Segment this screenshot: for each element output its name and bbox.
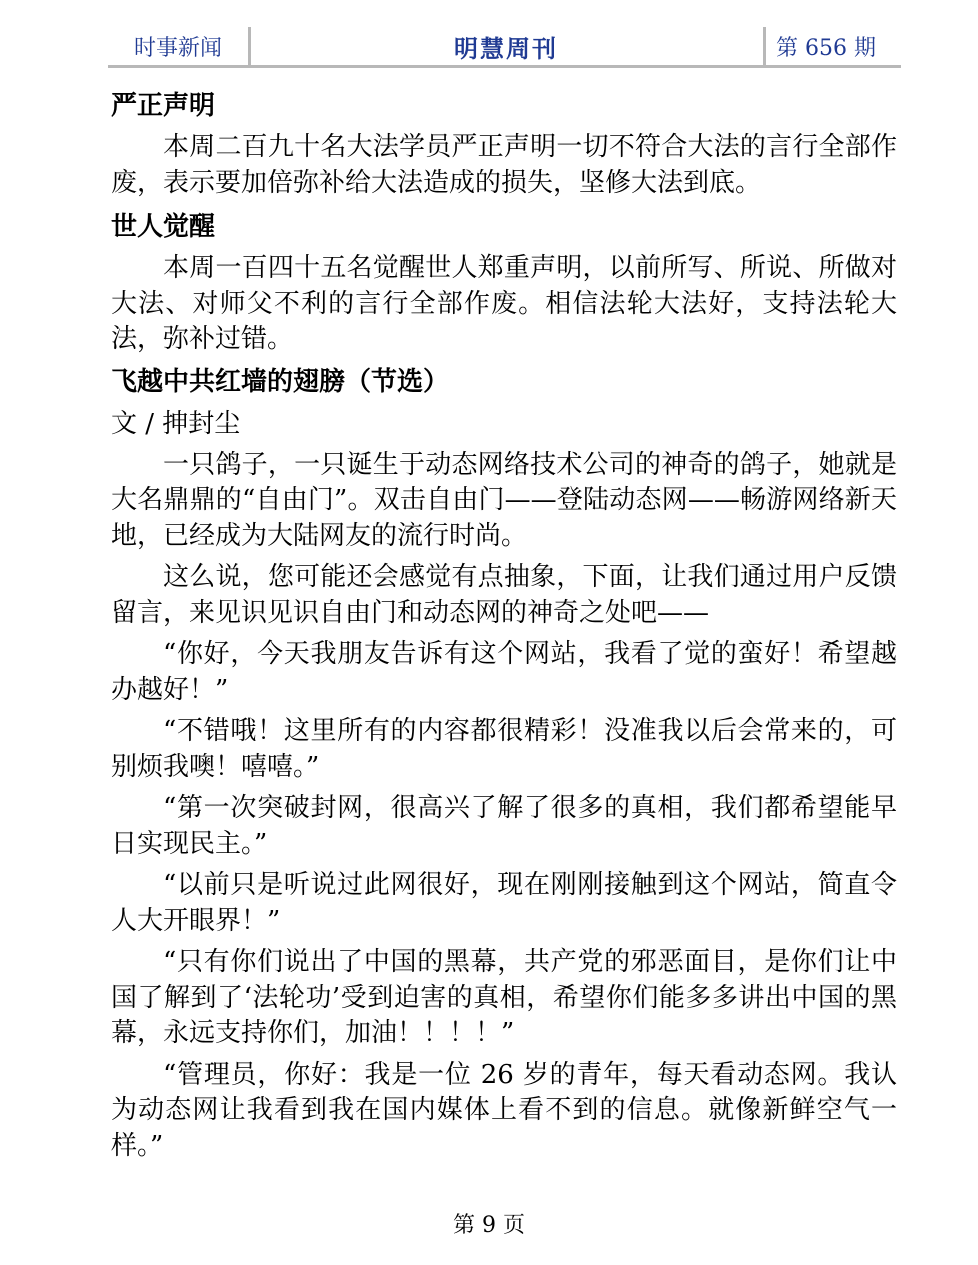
article-paragraph: 一只鸽子，一只诞生于动态网络技术公司的神奇的鸽子，她就是大名鼎鼎的“自由门”。双击自由门——登陆动态网——畅游网络新天地，已经成为大陆网友的流行时尚。 <box>111 449 897 551</box>
article-paragraph: 本周一百四十五名觉醒世人郑重声明，以前所写、所说、所做对大法、对师父不利的言行全部作废。相信法轮大法好，支持法轮大法，弥补过错。 <box>111 253 897 354</box>
quoted-comment: “管理员，你好：我是一位 26 岁的青年，每天看动态网。我认为动态网让我看到我在国内媒体上看不到的信息。就像新鲜空气一样。” <box>111 1059 897 1161</box>
header-issue-cell <box>763 27 901 65</box>
publication-title: 明慧周刊 <box>454 33 558 63</box>
page-content <box>111 88 897 1164</box>
page-number: 第 9 页 <box>453 1213 525 1238</box>
article-paragraph: 本周二百九十名大法学员严正声明一切不符合大法的言行全部作废，表示要加倍弥补给大法造成的损失，坚修大法到底。 <box>111 132 897 198</box>
article-heading-awakening: 世人觉醒 <box>111 212 216 242</box>
quoted-comment: “只有你们说出了中国的黑幕，共产党的邪恶面目，是你们让中国了解到了‘法轮功’受到迫害的真相，希望你们能多多讲出中国的黑幕，永远支持你们，加油！！！！” <box>111 947 897 1048</box>
header-section-label: 时事新闻 <box>133 35 222 61</box>
article-byline: 文 / 抻封尘 <box>111 408 241 439</box>
header-rule <box>108 65 901 68</box>
header-title-cell <box>251 27 761 65</box>
quoted-comment: “第一次突破封网，很高兴了解了很多的真相，我们都希望能早日实现民主。” <box>111 793 897 859</box>
article-heading-wings: 飞越中共红墙的翅膀（节选） <box>111 366 450 397</box>
quoted-comment: “以前只是听说过此网很好，现在刚刚接触到这个网站，简直令人大开眼界！” <box>111 870 897 936</box>
header-section-cell <box>108 27 251 65</box>
article-heading-statement: 严正声明 <box>111 91 216 121</box>
article-paragraph: 这么说，您可能还会感觉有点抽象，下面，让我们通过用户反馈留言，来见识见识自由门和动态网的神奇之处吧—— <box>111 562 897 628</box>
quoted-comment: “你好，今天我朋友告诉有这个网站，我看了觉的蛮好！希望越办越好！” <box>111 639 897 705</box>
issue-number: 第 656 期 <box>776 35 876 61</box>
page-header <box>108 27 901 69</box>
quoted-comment: “不错哦！这里所有的内容都很精彩！没准我以后会常来的，可别烦我噢！嘻嘻。” <box>111 716 897 782</box>
